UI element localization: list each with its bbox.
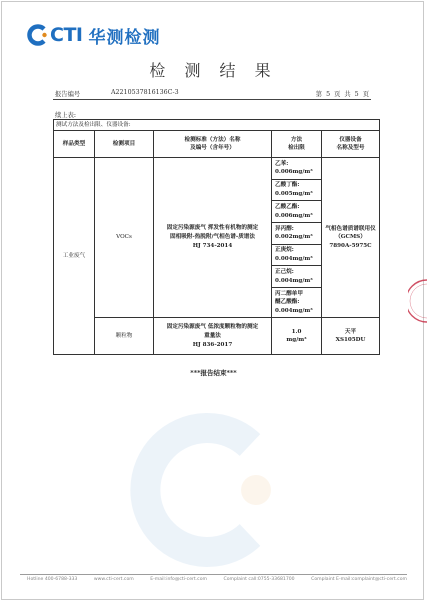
item-vocs: VOCs — [95, 157, 154, 317]
sample-type-cell: 工业废气 — [54, 157, 95, 354]
header-item: 检测项目 — [95, 130, 154, 157]
header-instrument: 仪器设备 名称及型号 — [322, 130, 380, 157]
footer-complaint-call: Complaint call:0755-33681700 — [223, 577, 295, 582]
cti-c-icon — [27, 24, 49, 46]
footer-hotline: Hotline 400-6788-333 — [27, 577, 78, 582]
footer-complaint-email[interactable]: Complaint E-mail:complaint@cti-cert.com — [311, 577, 407, 582]
limit-pgmea: 丙二醇单甲 醚乙酸酯: 0.004mg/m³ — [272, 287, 322, 317]
header-sample-type: 样品类型 — [54, 130, 95, 157]
footer-rule — [20, 574, 407, 575]
methods-table — [53, 119, 379, 355]
limit-ethylbenzene: 乙苯: 0.006mg/m³ — [272, 157, 322, 179]
instrument-balance: 天平 XS105DU — [322, 318, 380, 355]
limit-hexane: 正己烷: 0.004mg/m³ — [272, 266, 322, 288]
report-no: A2210537816136C-3 — [111, 89, 179, 96]
limit-particulate: 1.0 mg/m³ — [272, 318, 322, 355]
header-method-limit: 方法 检出限 — [272, 130, 322, 157]
standard-particulate: 固定污染源废气 低浓度颗粒物的测定 重量法 HJ 836-2017 — [154, 318, 272, 355]
company-logo — [27, 23, 160, 47]
logo-name: 华测检测 — [88, 27, 161, 48]
limit-isopropanol: 异丙醇: 0.002mg/m³ — [272, 222, 322, 244]
page-info: 第 5 页 共 5 页 — [315, 91, 369, 98]
footer — [27, 577, 407, 582]
report-end-text: ***报告结束*** — [190, 369, 237, 377]
limit-butyl-acetate: 乙酸丁酯: 0.005mg/m³ — [272, 179, 322, 201]
limit-heptane: 正庚烷: 0.004mg/m³ — [272, 244, 322, 266]
limit-ethyl-acetate: 乙酸乙酯: 0.006mg/m³ — [272, 201, 322, 223]
footer-website[interactable]: www.cti-cert.com — [93, 577, 134, 582]
logo-mark: CTI — [50, 24, 83, 46]
standard-vocs: 固定污染源废气 挥发性有机物的测定 固相吸附-热脱附/气相色谱-质谱法 HJ 734-2014 — [154, 157, 272, 317]
continued-label: 续上表: — [55, 112, 77, 119]
instrument-gcms: 气相色谱质谱联用仪 （GCMS） 7890A-5975C — [322, 157, 380, 317]
page-title: 检 测 结 果 — [149, 61, 278, 80]
item-particulate: 颗粒物 — [95, 318, 154, 355]
report-no-label: 报告编号 — [55, 91, 81, 98]
seal-stamp — [408, 278, 427, 324]
header-rule — [53, 99, 371, 100]
table-caption: 测试方法及检出限、仪器设备: — [54, 120, 380, 131]
watermark-logo — [130, 410, 290, 570]
header-standard: 检测标准（方法）名称 及编号（含年号） — [154, 130, 272, 157]
footer-email[interactable]: E-mail:info@cti-cert.com — [150, 577, 207, 582]
